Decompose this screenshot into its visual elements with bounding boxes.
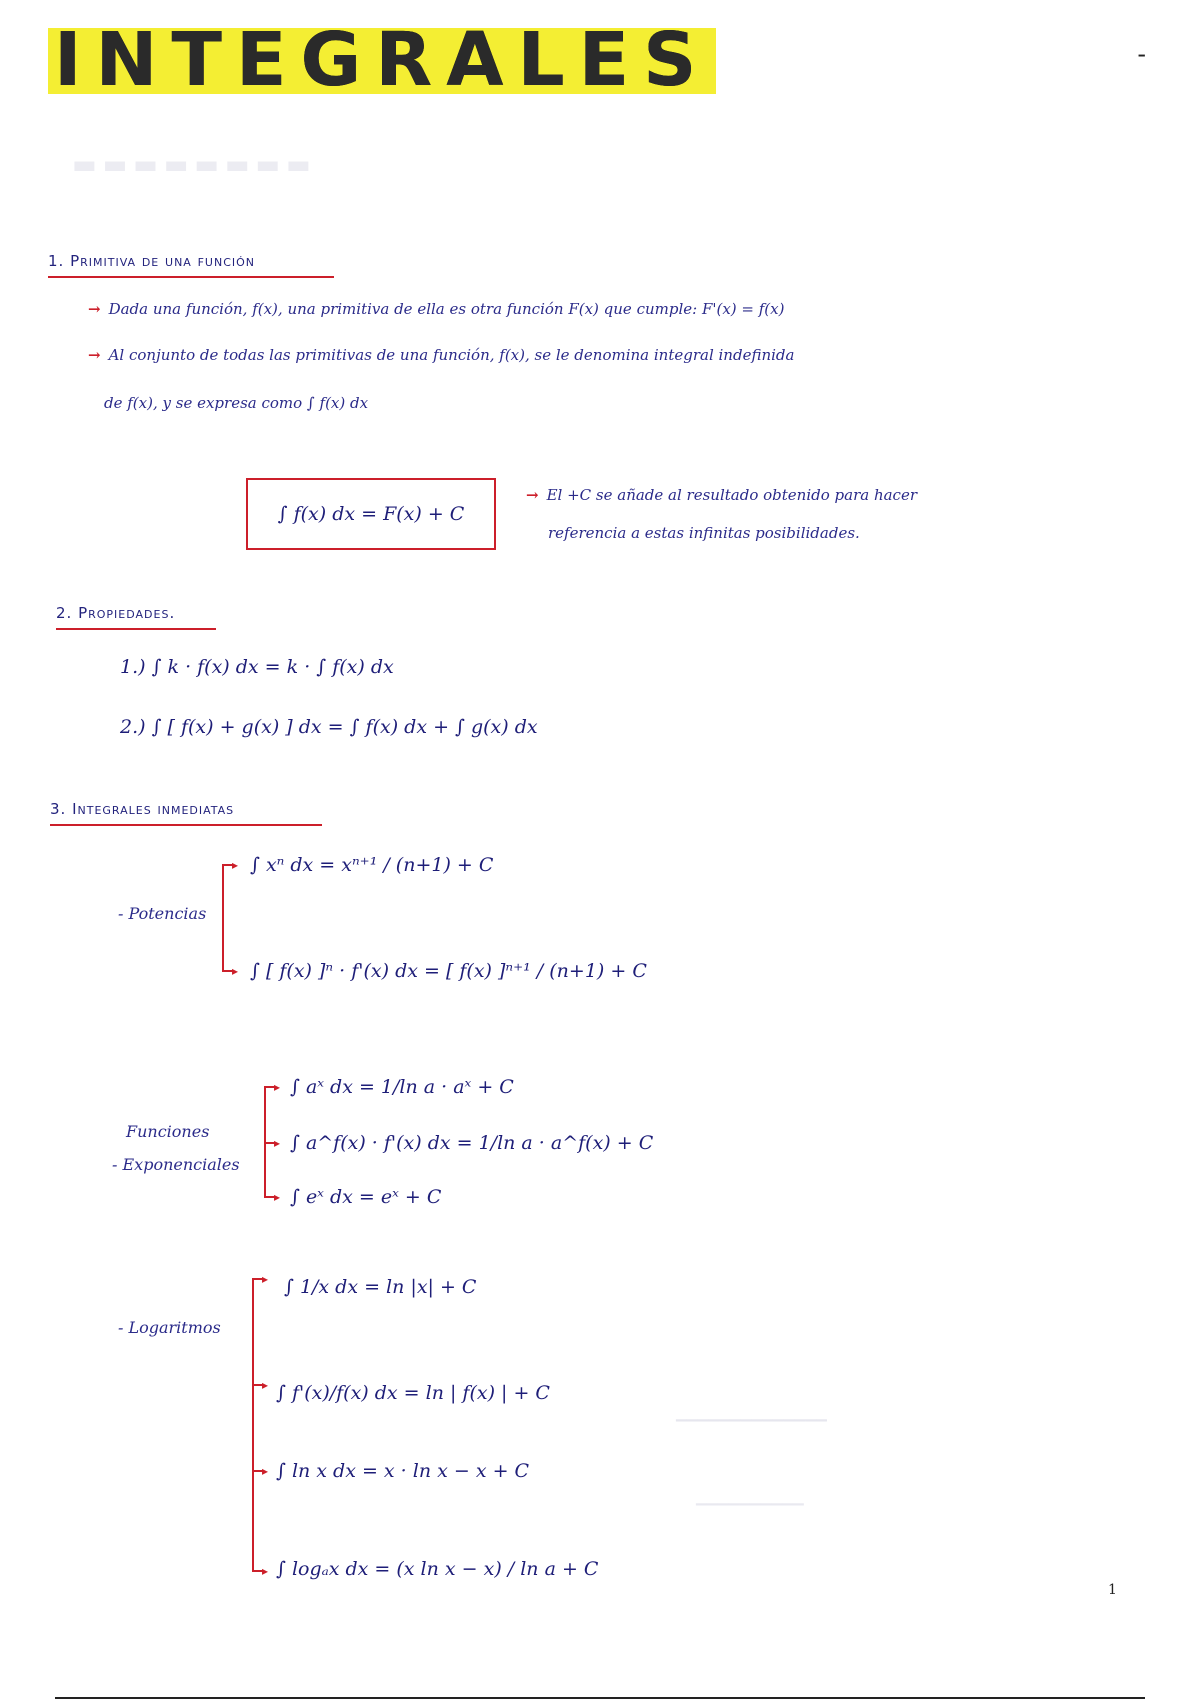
exponenciales-label-2: - Exponenciales xyxy=(112,1155,240,1174)
exponenciales-label-1: Funciones xyxy=(126,1122,210,1141)
arrow-right-icon: → xyxy=(526,486,539,504)
arrow-right-icon: → xyxy=(88,346,101,364)
plus-c-note-line1 xyxy=(526,486,917,504)
logaritmos-formula-2: ∫ f'(x)/f(x) dx = ln | f(x) | + C xyxy=(276,1382,550,1404)
logaritmos-formula-1: ∫ 1/x dx = ln |x| + C xyxy=(284,1276,477,1298)
arrow-right-icon: ▸ xyxy=(274,1080,281,1094)
section1-line1 xyxy=(88,300,784,318)
boxed-formula xyxy=(246,478,496,550)
arrow-right-icon: ▸ xyxy=(262,1564,269,1578)
arrow-right-icon: → xyxy=(88,300,101,318)
section1-line2-text: Al conjunto de todas las primitivas de una función, f(x), se le denomina integral indefinida xyxy=(108,346,795,364)
logaritmos-bracket xyxy=(252,1278,254,1572)
section1-heading: 1. Primitiva de una función xyxy=(48,252,334,278)
logaritmos-formula-4: ∫ logₐx dx = (x ln x − x) / ln a + C xyxy=(276,1558,599,1580)
page-number: 1 xyxy=(1108,1582,1117,1598)
potencias-label: - Potencias xyxy=(118,904,207,923)
logaritmos-label: - Logaritmos xyxy=(118,1318,221,1337)
exponenciales-formula-3: ∫ eˣ dx = eˣ + C xyxy=(290,1186,442,1208)
arrow-right-icon: ▸ xyxy=(232,964,239,978)
section1-line1-text: Dada una función, f(x), una primitiva de ella es otra función F(x) que cumple: F'(x) = f(x) xyxy=(108,300,785,318)
exponenciales-formula-2: ∫ a^f(x) · f'(x) dx = 1/ln a · a^f(x) + C xyxy=(290,1132,654,1154)
plus-c-note-line1-text: El +C se añade al resultado obtenido para hacer xyxy=(546,486,918,504)
potencias-formula-2: ∫ [ f(x) ]ⁿ · f'(x) dx = [ f(x) ]ⁿ⁺¹ / (n+1) + C xyxy=(250,960,647,982)
bleed-through-mark: ▬▬▬▬▬▬▬▬ xyxy=(72,150,317,180)
property-1: 1.) ∫ k · f(x) dx = k · ∫ f(x) dx xyxy=(120,656,394,678)
section1-line3: de f(x), y se expresa como ∫ f(x) dx xyxy=(104,394,369,412)
logaritmos-formula-3: ∫ ln x dx = x · ln x − x + C xyxy=(276,1460,530,1482)
arrow-right-icon: ▸ xyxy=(262,1272,269,1286)
arrow-right-icon: ▸ xyxy=(232,858,239,872)
potencias-bracket xyxy=(222,864,224,972)
arrow-right-icon: ▸ xyxy=(274,1136,281,1150)
footer-rule xyxy=(55,1697,1145,1699)
exponenciales-formula-1: ∫ aˣ dx = 1/ln a · aˣ + C xyxy=(290,1076,514,1098)
arrow-right-icon: ▸ xyxy=(262,1378,269,1392)
property-2: 2.) ∫ [ f(x) + g(x) ] dx = ∫ f(x) dx + ∫ g(x) dx xyxy=(120,716,538,738)
bleed-through-mark: ▁▁▁▁▁▁▁▁▁▁ xyxy=(696,1490,804,1506)
section1-line2 xyxy=(88,346,794,364)
plus-c-note-line2: referencia a estas infinitas posibilidades. xyxy=(548,524,860,542)
boxed-formula-text: ∫ f(x) dx = F(x) + C xyxy=(277,503,465,525)
section3-heading: 3. Integrales inmediatas xyxy=(50,800,322,826)
bleed-through-mark: ▁▁▁▁▁▁▁▁▁▁▁▁▁▁ xyxy=(676,1406,827,1422)
potencias-formula-1: ∫ xⁿ dx = xⁿ⁺¹ / (n+1) + C xyxy=(250,854,494,876)
corner-mark: - xyxy=(1137,40,1146,68)
section2-heading: 2. Propiedades. xyxy=(56,604,216,630)
page-title: INTEGRALES xyxy=(48,22,716,100)
arrow-right-icon: ▸ xyxy=(262,1464,269,1478)
arrow-right-icon: ▸ xyxy=(274,1190,281,1204)
